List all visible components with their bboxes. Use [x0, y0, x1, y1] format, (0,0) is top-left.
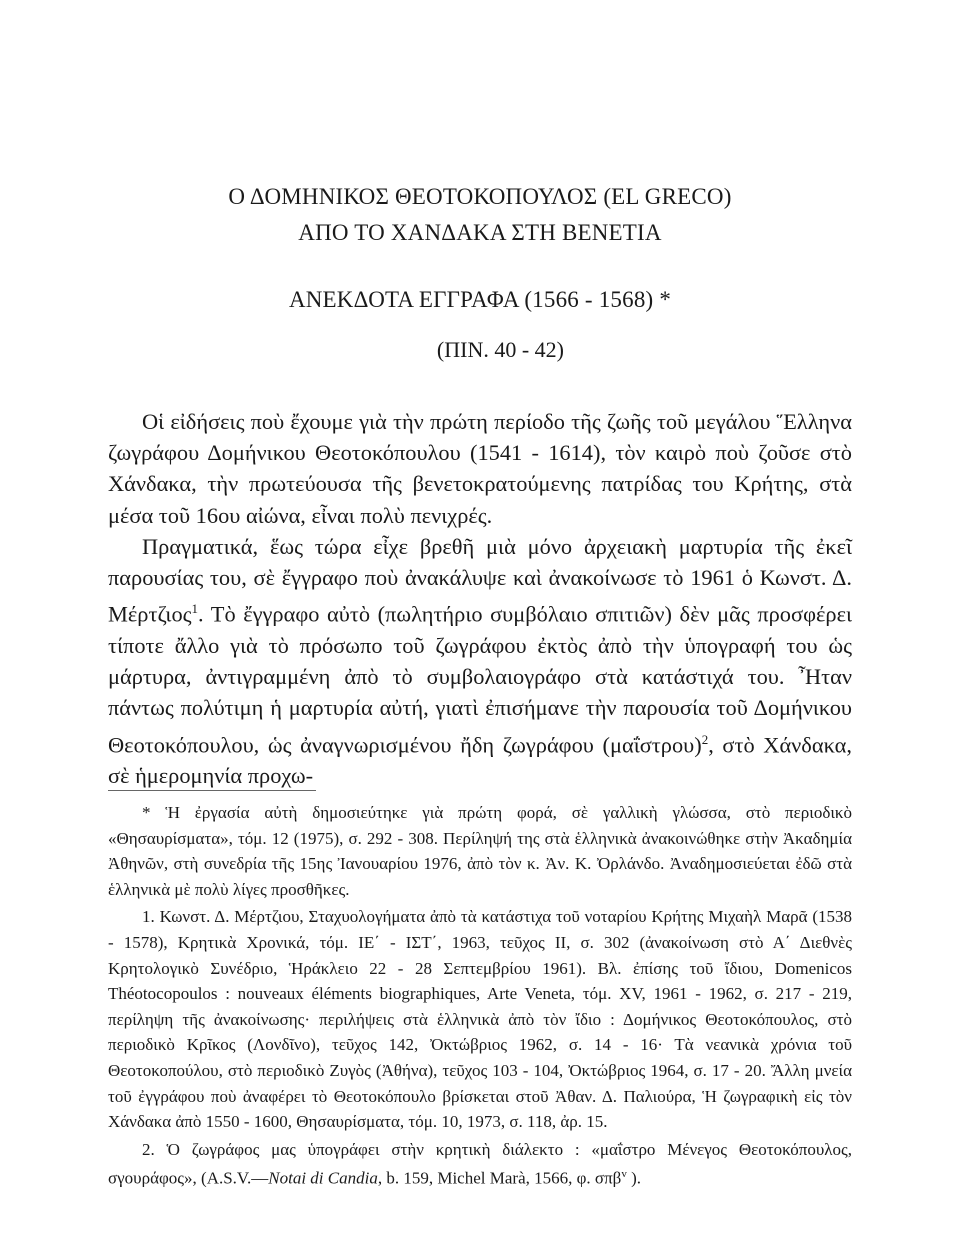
footnote-ref-1: 1 [191, 601, 199, 617]
footnote-2-superscript: v [621, 1168, 627, 1181]
title-line-2: ΑΠΟ ΤΟ ΧΑΝΔΑΚΑ ΣΤΗ ΒΕΝΕΤΙΑ [298, 220, 662, 245]
paragraph-2 [108, 531, 852, 792]
footnote-ref-2: 2 [701, 731, 709, 747]
footnote-2 [108, 1137, 852, 1192]
footnote-2-part-b: , b. 159, Michel Marà, 1566, φ. σπβ [377, 1168, 622, 1188]
footnotes [108, 800, 852, 1192]
footnote-2-italic: Notai di Candia [268, 1168, 378, 1188]
paragraph-2-part-c: , στὸ Χάνδακα, σὲ ἡμερομηνία προχω- [108, 731, 852, 789]
footnote-2-part-c: ). [626, 1168, 641, 1188]
footnote-1: 1. Κωνστ. Δ. Μέρτζιου, Σταχυολογήματα ἀπὸ τὰ κατάστιχα τοῦ νοταρίου Κρήτης Μιχαὴλ Μαρᾶ (1538 - 1578), Κρητικὰ Χρονικά, τόμ. ΙΕ΄ - ΙΣΤ΄, 1963, τεῦχος ΙΙ, σ. 302 (ἀνακοίνωση στὸ Α΄ Διεθνὲς Κρητολογικὸ Συνέδριο, Ἡράκλειο 22 - 28 Σεπτεμβρίου 1961). Βλ. ἐπίσης τοῦ ἴδιου, Domenicos Théotocopoulos : nouveaux éléments biographiques, Arte Veneta, τόμ. XV, 1961 - 1962, σ. 217 - 219, περίληψη τῆς ἀνακοίνωσης· περιλήψεις στὰ ἑλληνικὰ ἀπὸ τὸν ἴδιο : Δομήνικος Θεοτοκόπουλος, στὸ περιοδικὸ Κρῖκος (Λονδῖνο), τεῦχος 142, Ὀκτώβριος 1962, σ. 14 - 16· Τὰ νεανικὰ χρόνια τοῦ Θεοτοκοπούλου, στὸ περιοδικὸ Ζυγὸς (Ἀθήνα), τεῦχος 103 - 104, Ὀκτώβριος 1964, σ. 17 - 20. Ἄλλη μνεία τοῦ ἐγγράφου ποὺ ἀναφέρει τὸ Θεοτοκόπουλο βρίσκεται στοῦ Ἀθαν. Δ. Παλιούρα, Ἡ ζωγραφικὴ εἰς τὸν Χάνδακα ἀπὸ 1550 - 1600, Θησαυρίσματα, τόμ. 10, 1973, σ. 118, ἀρ. 15. [108, 907, 852, 1132]
title-line-1: Ο ΔΟΜΗΝΙΚΟΣ ΘΕΟΤΟΚΟΠΟΥΛΟΣ (EL GRECO) [228, 184, 732, 209]
main-text [108, 406, 852, 791]
subtitle: ΑΝΕΚΔΟΤΑ ΕΓΓΡΑΦΑ (1566 - 1568) * [288, 287, 672, 312]
footnote-separator [108, 790, 316, 791]
footnote-star: * Ἡ ἐργασία αὐτὴ δημοσιεύτηκε γιὰ πρώτη φορά, σὲ γαλλικὴ γλώσσα, στὸ περιοδικὸ «Θησαυρίσματα», τόμ. 12 (1975), σ. 292 - 308. Περίληψή της στὰ ἑλληνικὰ ἀνακοινώθηκε στὴν Ἀκαδημία Ἀθηνῶν, στὴ συνεδρία τῆς 15ης Ἰανουαρίου 1976, ἀπὸ τὸν κ. Ἀν. Κ. Ὀρλάνδο. Ἀναδημοσιεύεται ἐδῶ στὰ ἑλληνικὰ μὲ πολὺ λίγες προσθῆκες. [108, 803, 852, 899]
paragraph-1: Οἱ εἰδήσεις ποὺ ἔχουμε γιὰ τὴν πρώτη περίοδο τῆς ζωῆς τοῦ μεγάλου Ἕλληνα ζωγράφου Δομήνικου Θεοτοκόπουλου (1541 - 1614), τὸν καιρὸ ποὺ ζοῦσε στὸ Χάνδακα, τὴν πρωτεύουσα τῆς βενετοκρατούμενης πατρίδας του Κρήτης, στὰ μέσα τοῦ 16ου αἰώνα, εἶναι πολὺ πενιχρές. [108, 409, 852, 528]
footnote-2-part-a: 2. Ὁ ζωγράφος μας ὑπογράφει στὴν κρητικὴ διάλεκτο : «μαΐστρο Μένεγος Θεοτοκόπουλος, σγουράφος», (A.S.V.— [108, 1139, 852, 1188]
paragraph-2-part-a: Πραγματικά, ἕως τώρα εἶχε βρεθῆ μιὰ μόνο ἀρχειακὴ μαρτυρία τῆς ἐκεῖ παρουσίας του, σὲ ἔγγραφο ποὺ ἀνακάλυψε καὶ ἀνακοίνωσε τὸ 1961 ὁ Κωνστ. Δ. Μέρτζιος [108, 533, 852, 627]
plates-reference: (ΠΙΝ. 40 - 42) [436, 337, 564, 362]
paragraph-2-part-b: . Τὸ ἔγγραφο αὐτὸ (πωλητήριο συμβόλαιο σπιτιῶν) δὲν μᾶς προσφέρει τίποτε ἄλλο γιὰ τὸ πρόσωπο τοῦ ζωγράφου ἐκτὸς ἀπὸ τὴν ὑπογραφή του ὡς μάρτυρα, ἀντιγραμμένη ἀπὸ τὸ συμβολαιογράφο στὰ κατάστιχά του. Ἦταν πάντως πολύτιμη ἡ μαρτυρία αὐτή, γιατὶ ἐπισήμανε τὴν παρουσία τοῦ Δομήνικου Θεοτοκόπουλου, ὡς ἀναγνωρισμένου ἤδη ζωγράφου (μαΐστρου) [108, 601, 852, 757]
